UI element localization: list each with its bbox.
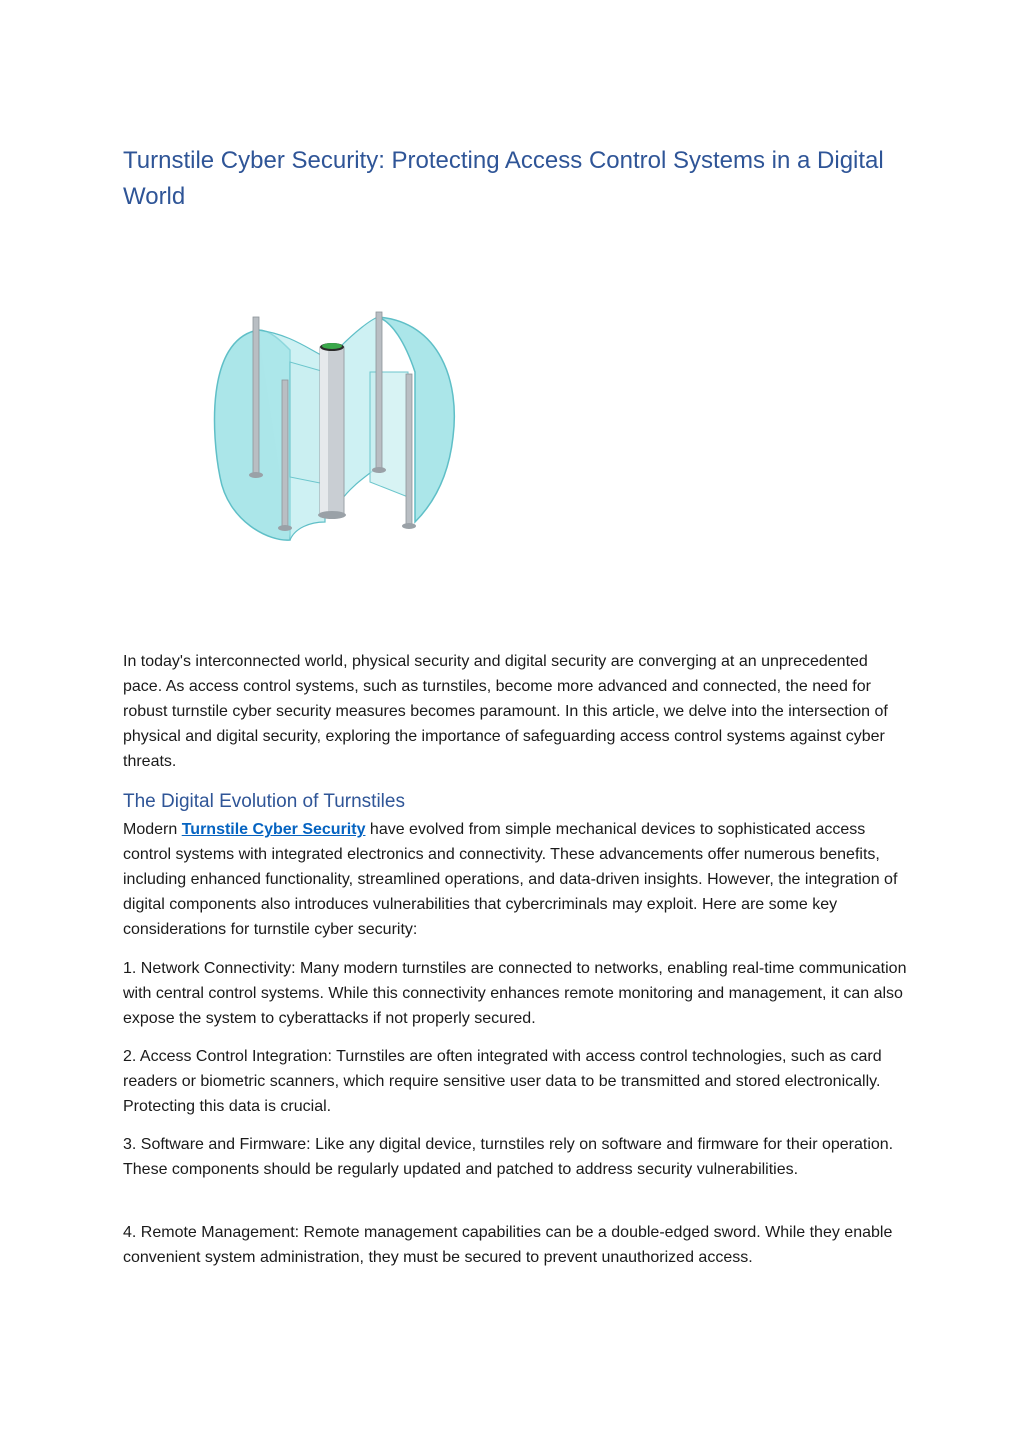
document-title: Turnstile Cyber Security: Protecting Access Control Systems in a Digital World	[123, 147, 884, 210]
paragraph-lead: Modern	[123, 821, 182, 838]
turnstile-cyber-security-link[interactable]: Turnstile Cyber Security	[181, 821, 366, 838]
point-software-firmware: 3. Software and Firmware: Like any digital device, turnstiles rely on software and firmware for their operation. These components should be regularly updated and patched to address security vulnerabilities.	[123, 1136, 894, 1178]
intro-paragraph: In today's interconnected world, physical security and digital security are converging at an unprecedented pace. As access control systems, such as turnstiles, become more advanced and connected, the need for robust turnstile cyber security measures becomes paramount. In this article, we delve into the intersection of physical and digital security, exploring the importance of safeguarding access control systems against cyber threats.	[123, 653, 888, 770]
paragraph-rest: have evolved from simple mechanical devices to sophisticated access control systems with integrated electronics and connectivity. These advancements offer numerous benefits, including enhanced functionality, streamlined operations, and data-driven insights. However, the integration of digital components also introduces vulnerabilities that cybercriminals may exploit. Here are some key considerations for turnstile cyber security:	[123, 821, 898, 938]
point-access-control-integration: 2. Access Control Integration: Turnstiles are often integrated with access control technologies, such as card readers or biometric scanners, which require sensitive user data to be transmitted and stored electronically. Protecting this data is crucial.	[123, 1048, 882, 1115]
point-remote-management: 4. Remote Management: Remote management capabilities can be a double-edged sword. While they enable convenient system administration, they must be secured to prevent unauthorized access.	[123, 1224, 893, 1266]
point-network-connectivity: 1. Network Connectivity: Many modern turnstiles are connected to networks, enabling real-time communication with central control systems. While this connectivity enhances remote monitoring and management, it can also expose the system to cyberattacks if not properly secured.	[123, 960, 907, 1027]
section-heading: The Digital Evolution of Turnstiles	[123, 791, 405, 812]
section-paragraph	[123, 817, 908, 942]
turnstile-illustration-icon	[120, 222, 545, 640]
